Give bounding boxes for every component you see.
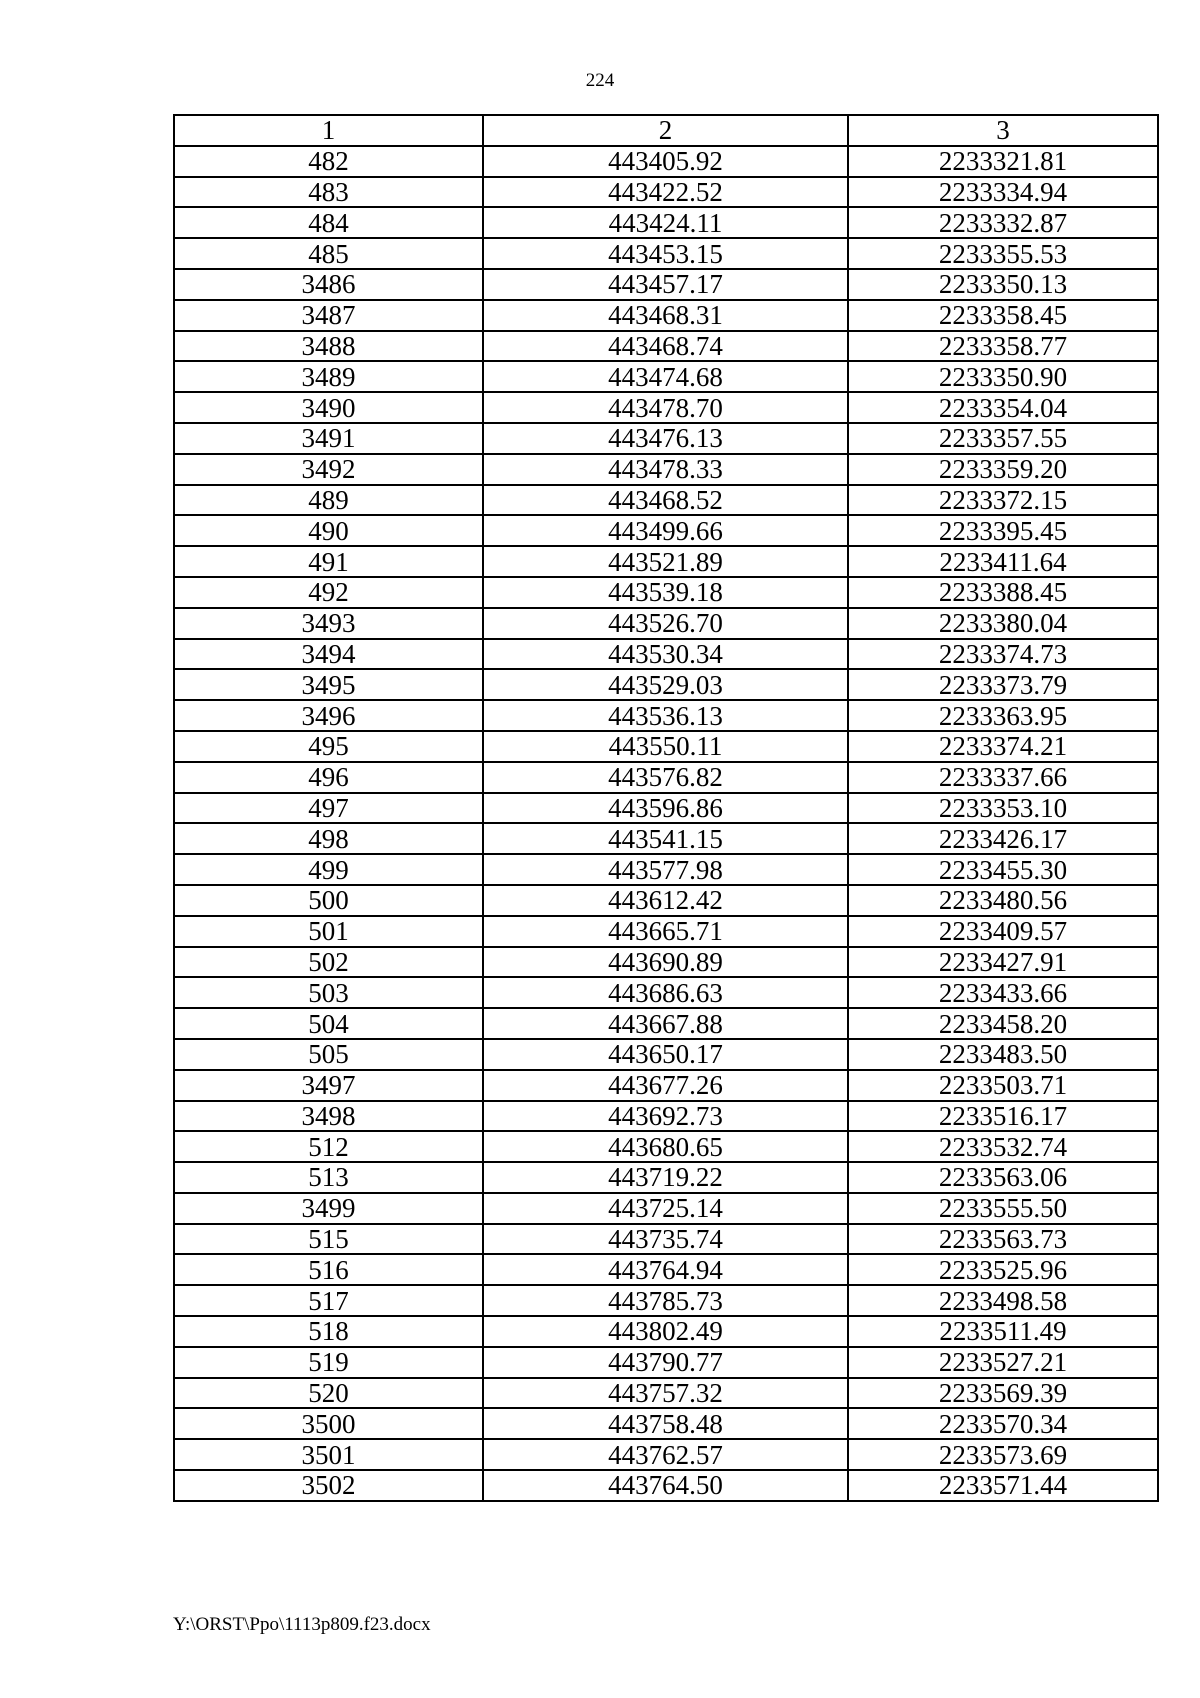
table-row [174, 1131, 1158, 1162]
point-number-cell: 500 [174, 885, 483, 916]
point-number-cell: 490 [174, 515, 483, 546]
y-coordinate-cell: 2233373.79 [848, 669, 1158, 700]
x-coordinate-cell: 443764.94 [483, 1254, 848, 1285]
table-row [174, 300, 1158, 331]
y-coordinate-cell: 2233458.20 [848, 1008, 1158, 1039]
point-number-cell: 484 [174, 207, 483, 238]
y-coordinate-cell: 2233570.34 [848, 1408, 1158, 1439]
table-row [174, 1316, 1158, 1347]
point-number-cell: 513 [174, 1162, 483, 1193]
x-coordinate-cell: 443719.22 [483, 1162, 848, 1193]
table-row [174, 454, 1158, 485]
x-coordinate-cell: 443612.42 [483, 885, 848, 916]
y-coordinate-cell: 2233525.96 [848, 1254, 1158, 1285]
x-coordinate-cell: 443453.15 [483, 238, 848, 269]
point-number-cell: 499 [174, 854, 483, 885]
y-coordinate-cell: 2233321.81 [848, 146, 1158, 177]
y-coordinate-cell: 2233498.58 [848, 1285, 1158, 1316]
x-coordinate-cell: 443725.14 [483, 1193, 848, 1224]
point-number-cell: 3494 [174, 639, 483, 670]
x-coordinate-cell: 443550.11 [483, 731, 848, 762]
table-row [174, 423, 1158, 454]
x-coordinate-cell: 443499.66 [483, 515, 848, 546]
x-coordinate-cell: 443424.11 [483, 207, 848, 238]
y-coordinate-cell: 2233358.77 [848, 331, 1158, 362]
x-coordinate-cell: 443757.32 [483, 1378, 848, 1409]
x-coordinate-cell: 443802.49 [483, 1316, 848, 1347]
table-row [174, 977, 1158, 1008]
point-number-cell: 518 [174, 1316, 483, 1347]
point-number-cell: 485 [174, 238, 483, 269]
y-coordinate-cell: 2233532.74 [848, 1131, 1158, 1162]
point-number-cell: 492 [174, 577, 483, 608]
table-row [174, 515, 1158, 546]
x-coordinate-cell: 443692.73 [483, 1101, 848, 1132]
x-coordinate-cell: 443735.74 [483, 1224, 848, 1255]
y-coordinate-cell: 2233573.69 [848, 1439, 1158, 1470]
y-coordinate-cell: 2233334.94 [848, 177, 1158, 208]
x-coordinate-cell: 443596.86 [483, 793, 848, 824]
column-header: 1 [174, 115, 483, 146]
y-coordinate-cell: 2233372.15 [848, 485, 1158, 516]
table-row [174, 1101, 1158, 1132]
page-number: 224 [585, 70, 615, 91]
y-coordinate-cell: 2233353.10 [848, 793, 1158, 824]
table-row [174, 916, 1158, 947]
table-row [174, 1285, 1158, 1316]
x-coordinate-cell: 443650.17 [483, 1039, 848, 1070]
table-row [174, 1347, 1158, 1378]
y-coordinate-cell: 2233359.20 [848, 454, 1158, 485]
y-coordinate-cell: 2233527.21 [848, 1347, 1158, 1378]
point-number-cell: 3499 [174, 1193, 483, 1224]
y-coordinate-cell: 2233388.45 [848, 577, 1158, 608]
x-coordinate-cell: 443762.57 [483, 1439, 848, 1470]
x-coordinate-cell: 443680.65 [483, 1131, 848, 1162]
table-row [174, 1070, 1158, 1101]
point-number-cell: 517 [174, 1285, 483, 1316]
coordinates-table [173, 114, 1159, 1502]
y-coordinate-cell: 2233350.90 [848, 361, 1158, 392]
x-coordinate-cell: 443521.89 [483, 546, 848, 577]
x-coordinate-cell: 443576.82 [483, 762, 848, 793]
table-row [174, 731, 1158, 762]
x-coordinate-cell: 443422.52 [483, 177, 848, 208]
table-row [174, 331, 1158, 362]
y-coordinate-cell: 2233337.66 [848, 762, 1158, 793]
point-number-cell: 491 [174, 546, 483, 577]
point-number-cell: 3493 [174, 608, 483, 639]
footer-file-path: Y:\ORST\Ppo\1113p809.f23.docx [173, 1614, 431, 1635]
point-number-cell: 3486 [174, 269, 483, 300]
point-number-cell: 504 [174, 1008, 483, 1039]
table-row [174, 146, 1158, 177]
x-coordinate-cell: 443790.77 [483, 1347, 848, 1378]
point-number-cell: 497 [174, 793, 483, 824]
table-row [174, 1162, 1158, 1193]
table-row [174, 269, 1158, 300]
x-coordinate-cell: 443677.26 [483, 1070, 848, 1101]
table-header-row [174, 115, 1158, 146]
table-row [174, 238, 1158, 269]
table-row [174, 1224, 1158, 1255]
table-row [174, 577, 1158, 608]
x-coordinate-cell: 443665.71 [483, 916, 848, 947]
point-number-cell: 502 [174, 947, 483, 978]
x-coordinate-cell: 443686.63 [483, 977, 848, 1008]
y-coordinate-cell: 2233516.17 [848, 1101, 1158, 1132]
y-coordinate-cell: 2233483.50 [848, 1039, 1158, 1070]
table-row [174, 1039, 1158, 1070]
x-coordinate-cell: 443529.03 [483, 669, 848, 700]
point-number-cell: 515 [174, 1224, 483, 1255]
y-coordinate-cell: 2233355.53 [848, 238, 1158, 269]
table-row [174, 854, 1158, 885]
point-number-cell: 516 [174, 1254, 483, 1285]
table-row [174, 1254, 1158, 1285]
point-number-cell: 3489 [174, 361, 483, 392]
point-number-cell: 495 [174, 731, 483, 762]
x-coordinate-cell: 443541.15 [483, 823, 848, 854]
point-number-cell: 3501 [174, 1439, 483, 1470]
table-row [174, 1439, 1158, 1470]
x-coordinate-cell: 443468.52 [483, 485, 848, 516]
x-coordinate-cell: 443577.98 [483, 854, 848, 885]
point-number-cell: 498 [174, 823, 483, 854]
point-number-cell: 3498 [174, 1101, 483, 1132]
x-coordinate-cell: 443539.18 [483, 577, 848, 608]
table-row [174, 793, 1158, 824]
point-number-cell: 3492 [174, 454, 483, 485]
y-coordinate-cell: 2233395.45 [848, 515, 1158, 546]
table-row [174, 1008, 1158, 1039]
x-coordinate-cell: 443536.13 [483, 700, 848, 731]
point-number-cell: 505 [174, 1039, 483, 1070]
x-coordinate-cell: 443785.73 [483, 1285, 848, 1316]
y-coordinate-cell: 2233571.44 [848, 1470, 1158, 1501]
x-coordinate-cell: 443457.17 [483, 269, 848, 300]
y-coordinate-cell: 2233426.17 [848, 823, 1158, 854]
y-coordinate-cell: 2233332.87 [848, 207, 1158, 238]
y-coordinate-cell: 2233358.45 [848, 300, 1158, 331]
column-header: 2 [483, 115, 848, 146]
table-row [174, 885, 1158, 916]
y-coordinate-cell: 2233350.13 [848, 269, 1158, 300]
table-row [174, 177, 1158, 208]
table-row [174, 700, 1158, 731]
y-coordinate-cell: 2233555.50 [848, 1193, 1158, 1224]
point-number-cell: 483 [174, 177, 483, 208]
y-coordinate-cell: 2233374.21 [848, 731, 1158, 762]
point-number-cell: 520 [174, 1378, 483, 1409]
column-header: 3 [848, 115, 1158, 146]
point-number-cell: 3490 [174, 392, 483, 423]
table-row [174, 1470, 1158, 1501]
y-coordinate-cell: 2233427.91 [848, 947, 1158, 978]
point-number-cell: 512 [174, 1131, 483, 1162]
table-row [174, 485, 1158, 516]
table-row [174, 762, 1158, 793]
y-coordinate-cell: 2233569.39 [848, 1378, 1158, 1409]
point-number-cell: 519 [174, 1347, 483, 1378]
x-coordinate-cell: 443478.33 [483, 454, 848, 485]
x-coordinate-cell: 443476.13 [483, 423, 848, 454]
table-row [174, 361, 1158, 392]
x-coordinate-cell: 443478.70 [483, 392, 848, 423]
x-coordinate-cell: 443764.50 [483, 1470, 848, 1501]
table-row [174, 608, 1158, 639]
x-coordinate-cell: 443526.70 [483, 608, 848, 639]
y-coordinate-cell: 2233380.04 [848, 608, 1158, 639]
x-coordinate-cell: 443690.89 [483, 947, 848, 978]
table-row [174, 392, 1158, 423]
point-number-cell: 501 [174, 916, 483, 947]
x-coordinate-cell: 443667.88 [483, 1008, 848, 1039]
y-coordinate-cell: 2233354.04 [848, 392, 1158, 423]
y-coordinate-cell: 2233503.71 [848, 1070, 1158, 1101]
point-number-cell: 3496 [174, 700, 483, 731]
y-coordinate-cell: 2233563.06 [848, 1162, 1158, 1193]
y-coordinate-cell: 2233563.73 [848, 1224, 1158, 1255]
table-row [174, 947, 1158, 978]
table-row [174, 1408, 1158, 1439]
x-coordinate-cell: 443530.34 [483, 639, 848, 670]
table-row [174, 207, 1158, 238]
y-coordinate-cell: 2233433.66 [848, 977, 1158, 1008]
y-coordinate-cell: 2233363.95 [848, 700, 1158, 731]
y-coordinate-cell: 2233374.73 [848, 639, 1158, 670]
point-number-cell: 3500 [174, 1408, 483, 1439]
point-number-cell: 3497 [174, 1070, 483, 1101]
point-number-cell: 3502 [174, 1470, 483, 1501]
table-row [174, 546, 1158, 577]
x-coordinate-cell: 443405.92 [483, 146, 848, 177]
y-coordinate-cell: 2233411.64 [848, 546, 1158, 577]
x-coordinate-cell: 443468.31 [483, 300, 848, 331]
x-coordinate-cell: 443758.48 [483, 1408, 848, 1439]
point-number-cell: 3487 [174, 300, 483, 331]
table-row [174, 639, 1158, 670]
point-number-cell: 489 [174, 485, 483, 516]
table-row [174, 669, 1158, 700]
point-number-cell: 496 [174, 762, 483, 793]
point-number-cell: 3495 [174, 669, 483, 700]
y-coordinate-cell: 2233409.57 [848, 916, 1158, 947]
x-coordinate-cell: 443468.74 [483, 331, 848, 362]
y-coordinate-cell: 2233480.56 [848, 885, 1158, 916]
point-number-cell: 3488 [174, 331, 483, 362]
table-body [174, 146, 1158, 1501]
point-number-cell: 482 [174, 146, 483, 177]
point-number-cell: 503 [174, 977, 483, 1008]
table-row [174, 823, 1158, 854]
x-coordinate-cell: 443474.68 [483, 361, 848, 392]
y-coordinate-cell: 2233357.55 [848, 423, 1158, 454]
y-coordinate-cell: 2233455.30 [848, 854, 1158, 885]
point-number-cell: 3491 [174, 423, 483, 454]
table-row [174, 1193, 1158, 1224]
y-coordinate-cell: 2233511.49 [848, 1316, 1158, 1347]
table-row [174, 1378, 1158, 1409]
